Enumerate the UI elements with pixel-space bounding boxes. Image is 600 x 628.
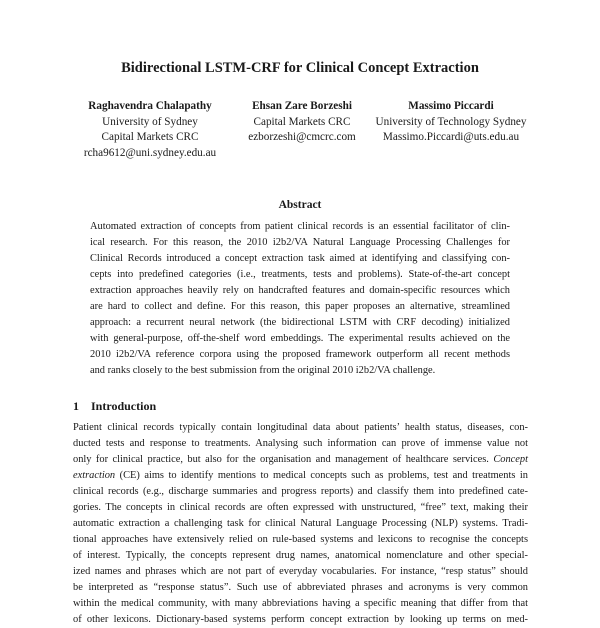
author-affiliation: Capital Markets CRC bbox=[101, 131, 199, 143]
body-line: within the medical community, with many abbreviations having a specific meaning that differ from that bbox=[73, 598, 528, 609]
abstract-line: are hard to collect and define. For this reason, this paper proposes an alternative, streamlined bbox=[90, 301, 510, 312]
body-text: only for clinical practice, but also for the organisation and management of healthcare services. bbox=[73, 454, 489, 465]
body-line: of other lexicons. Dictionary-based systems perform concept extraction by looking up terms on med- bbox=[73, 614, 528, 625]
author-name: Raghavendra Chalapathy bbox=[88, 100, 212, 112]
section-title: Introduction bbox=[91, 399, 157, 413]
abstract-line: Clinical Records introduced a concept extraction task aimed at identifying and classifying con- bbox=[90, 253, 510, 264]
author-affiliation: Capital Markets CRC bbox=[253, 115, 351, 128]
abstract-line: Automated extraction of concepts from patient clinical records is an essential facilitator of clin- bbox=[90, 221, 510, 232]
body-line: automatic extraction a challenging task for clinical Natural Language Processing (NLP) systems. Tradi- bbox=[73, 518, 528, 529]
body-line bbox=[73, 452, 528, 468]
term-extraction: extraction bbox=[73, 470, 116, 481]
body-line: be interpreted as “response status”. Such use of abbreviated phrases and acronyms is very common bbox=[73, 582, 528, 593]
author-affiliation: University of Technology Sydney bbox=[375, 115, 527, 128]
abstract-line: with general-purpose, off-the-shelf word embeddings. The experimental results achieved on the bbox=[90, 333, 510, 344]
author-email: Massimo.Piccardi@uts.edu.au bbox=[382, 131, 520, 143]
author-name: Massimo Piccardi bbox=[408, 100, 494, 112]
author-email: rcha9612@uni.sydney.edu.au bbox=[83, 146, 217, 159]
author-affiliation: University of Sydney bbox=[102, 115, 198, 128]
abstract-line: ical research. For this reason, the 2010 i2b2/VA Natural Language Processing Challenges for bbox=[90, 237, 510, 248]
body-line: ducted tests and response to treatments. Analysing such information can prove of immense value not bbox=[73, 438, 528, 449]
author-block bbox=[361, 99, 541, 146]
body-line: gories. The concepts in clinical records are often expressed with unstructured, “free” text, making their bbox=[73, 502, 528, 513]
author-email: ezborzeshi@cmcrc.com bbox=[248, 131, 356, 143]
body-text: (CE) aims to identify mentions to medical concepts such as problems, test and treatments in bbox=[115, 470, 528, 481]
paper-title: Bidirectional LSTM-CRF for Clinical Concept Extraction bbox=[121, 60, 479, 76]
section-heading bbox=[73, 399, 156, 414]
author-name: Ehsan Zare Borzeshi bbox=[252, 100, 352, 112]
body-line: Patient clinical records typically contain longitudinal data about patients’ health status, diseases, con- bbox=[73, 422, 528, 433]
body-line: of interest. Typically, the concepts represent drug names, anatomical nomenclature and other special- bbox=[73, 550, 528, 561]
abstract-heading: Abstract bbox=[278, 199, 322, 211]
abstract-line: approach: a recurrent neural network (the bidirectional LSTM with CRF decoding) initialized bbox=[90, 317, 510, 328]
term-concept: Concept bbox=[493, 454, 528, 465]
abstract-line: and ranks closely to the best submission from the original 2010 i2b2/VA challenge. bbox=[90, 365, 436, 376]
body-line: tional approaches have extensively relied on rule-based systems and lexicons to recognise the concepts bbox=[73, 534, 528, 545]
abstract-line: extraction approaches heavily rely on handcrafted features and domain-specific resources which bbox=[90, 285, 510, 296]
abstract-line: cepts into predefined categories (i.e., treatments, tests and problems). State-of-the-art concept bbox=[90, 269, 510, 280]
body-line bbox=[73, 468, 528, 484]
body-line: ized names and phrases which are not part of everyday vocabularies. For instance, “resp status” should bbox=[73, 566, 528, 577]
abstract-line: 2010 i2b2/VA reference corpora using the proposed framework outperform all recent methods bbox=[90, 349, 510, 360]
section-number: 1 bbox=[73, 399, 79, 413]
body-line: clinical records (e.g., discharge summaries and progress reports) and classify them into predefined cate- bbox=[73, 486, 528, 497]
